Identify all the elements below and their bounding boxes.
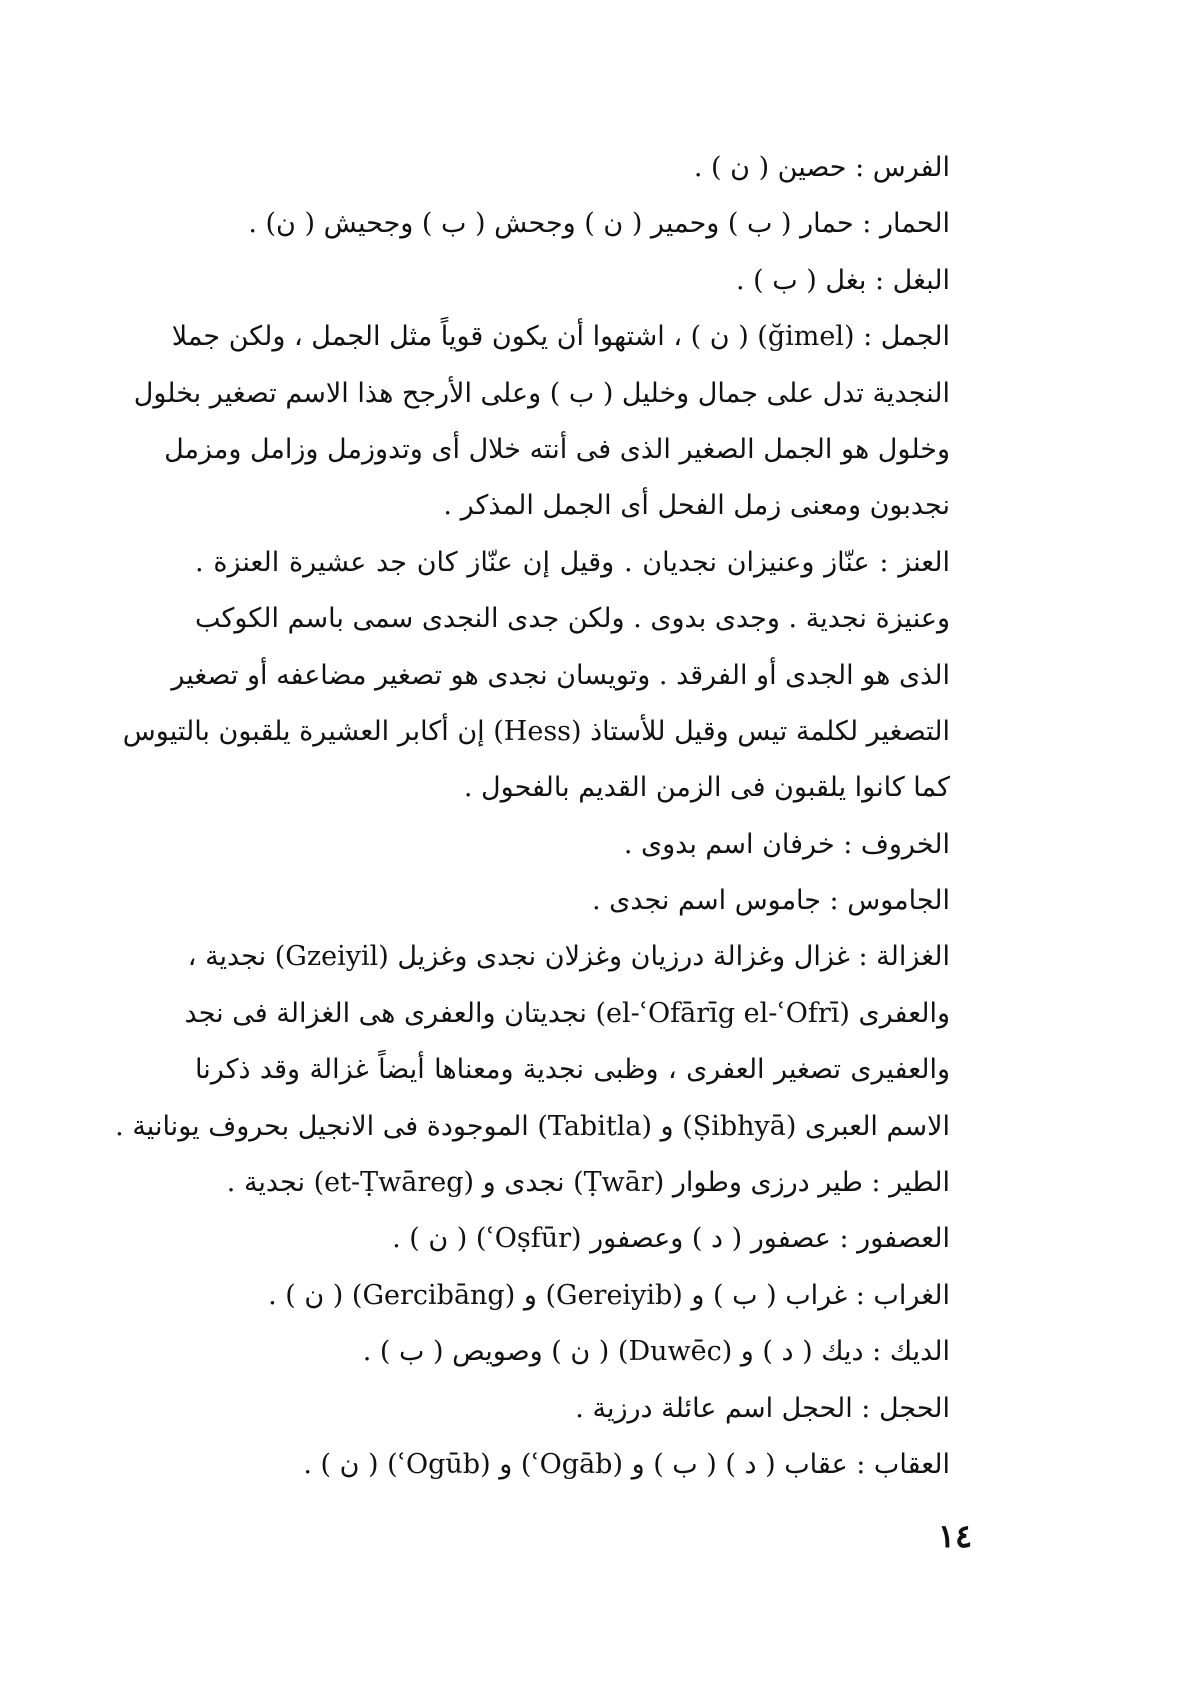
- text-line-partridge: الحجل : الحجل اسم عائلة درزية .: [575, 1392, 950, 1424]
- text-line-goat-3: الذى هو الجدى أو الفرقد . وتويسان نجدى هو تصغير مضاعفه أو تصغير: [171, 659, 950, 691]
- text-line-rooster: الديك : ديك ( د ) و (Duwēc) ( ن ) وصويص ( ب ) .: [362, 1336, 950, 1368]
- text-line-gazelle-3: والعفيرى تصغير العفرى ، وظبى نجدية ومعناها أيضاً غزالة وقد ذكرنا: [195, 1054, 950, 1086]
- text-line-gazelle-4: الاسم العبرى (Ṣibhyā) و (Tabitla) الموجودة فى الانجيل بحروف يونانية .: [115, 1110, 950, 1142]
- text-line-eagle: العقاب : عقاب ( د ) ( ب ) و (ʿOgāb) و (ʿOgūb) ( ن ) .: [303, 1448, 950, 1480]
- text-line-crow: الغراب : غراب ( ب ) و (Gereiyib) و (Gercibāng) ( ن ) .: [268, 1279, 950, 1311]
- body-text: [115, 140, 950, 1493]
- text-line-bird: الطير : طير درزى وطوار (Ṭwār) نجدى و (et-Ṭwāreg) نجدية .: [226, 1167, 950, 1199]
- text-line-horse: الفرس : حصين ( ن ) .: [693, 152, 950, 183]
- text-line-goat-4: التصغير لكلمة تيس وقيل للأستاذ (Hess) إن أكابر العشيرة يلقبون بالتيوس: [122, 715, 950, 747]
- text-line-sparrow: العصفور : عصفور ( د ) وعصفور (ʿOṣfūr) ( ن ) .: [392, 1223, 950, 1255]
- text-line-camel-4: نجدبون ومعنى زمل الفحل أى الجمل المذكر .: [443, 490, 950, 522]
- text-line-buffalo: الجاموس : جاموس اسم نجدى .: [592, 885, 950, 917]
- page-number: ١٤: [937, 1517, 973, 1555]
- text-line-camel-3: وخلول هو الجمل الصغير الذى فى أنته خلال أى وتدوزمل وزامل ومزمل: [164, 433, 950, 465]
- text-line-camel-2: النجدية تدل على جمال وخليل ( ب ) وعلى الأرجح هذا الاسم تصغير بخلول: [133, 377, 950, 409]
- text-line-goat-5: كما كانوا يلقبون فى الزمن القديم بالفحول .: [463, 772, 950, 804]
- text-line-camel-1: الجمل : (ğimel) ( ن ) ، اشتهوا أن يكون قوياً مثل الجمل ، ولكن جملا: [171, 321, 950, 353]
- text-line-sheep: الخروف : خرفان اسم بدوى .: [623, 828, 950, 860]
- text-line-gazelle-1: الغزالة : غزال وغزالة درزيان وغزلان نجدى وغزيل (Gzeiyil) نجدية ،: [187, 941, 950, 973]
- text-line-donkey: الحمار : حمار ( ب ) وحمير ( ن ) وجحش ( ب ) وجحيش ( ن) .: [248, 208, 950, 240]
- text-line-gazelle-2: والعفرى (el-ʿOfārīg el-ʿOfrī) نجديتان والعفرى هى الغزالة فى نجد: [184, 997, 950, 1029]
- text-line-goat-2: وعنيزة نجدية . وجدى بدوى . ولكن جدى النجدى سمى باسم الكوكب: [195, 603, 950, 635]
- text-line-mule: البغل : بغل ( ب ) .: [736, 264, 950, 296]
- text-line-goat-1: العنز : عنّاز وعنيزان نجديان . وقيل إن عنّاز كان جد عشيرة العنزة .: [195, 546, 950, 578]
